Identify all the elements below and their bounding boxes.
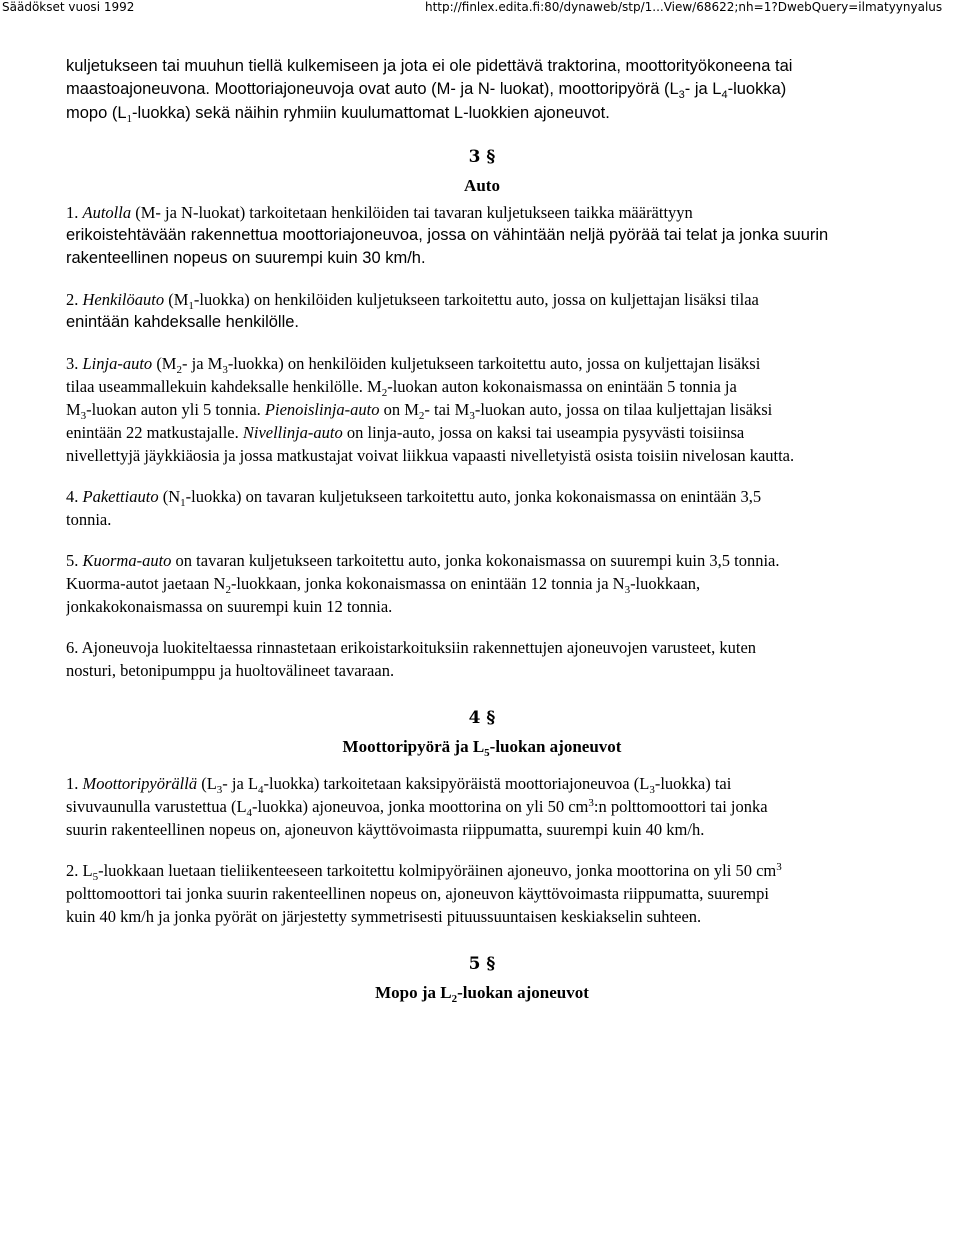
s3-p5-line-1: 5. Kuorma-auto on tavaran kuljetukseen tarkoitettu auto, jonka kokonaismassa on suurempi kuin 3,5 tonnia. — [66, 551, 780, 570]
section-3-number: 3 § — [468, 147, 496, 167]
s3-p6-line-2: nosturi, betonipumppu ja huoltovälineet tavaraan. — [66, 661, 395, 680]
section-3-title: Auto — [464, 176, 500, 195]
header-url: http://finlex.edita.fi:80/dynaweb/stp/1...View/68622;nh=1?DwebQuery=ilmatyynyalus — [425, 0, 943, 14]
s3-p4-line-1: 4. Pakettiauto $(N_1-luokka)$ on tavaran kuljetukseen tarkoitettu auto, jonka kokonaismassa on enintään 3,5 — [66, 487, 762, 509]
s3-p3-line-1: 3. Linja-auto ($M_2-$ ja $M_3-luokka$) on henkilöiden kuljetukseen tarkoitettu auto, jossa on kuljettajan lisäksi — [66, 354, 761, 376]
section-4-title: Moottoripyörä ja $L_5$-luokan ajoneuvot — [342, 737, 622, 759]
s3-p1-line-3: rakenteellinen nopeus on suurempi kuin 30 km/h. — [66, 249, 426, 267]
s3-p1-line-1: 1. Autolla (M- ja N-luokat) tarkoitetaan henkilöiden tai tavaran kuljetukseen taikka määrättyyn — [66, 203, 693, 222]
s3-p3-line-3: $M_3$-luokan auton yli 5 tonnia. Pienoislinja-auto on $M_2-$ tai $M_3$-luokan auto, jossa on tilaa kuljettajan lisäksi — [66, 400, 773, 422]
s4-p1-line-3: suurin rakenteellinen nopeus on, ajoneuvon käyttövoimasta riippumatta, suurempi kuin 40 km/h. — [66, 820, 705, 839]
s3-p3-line-2: tilaa useammallekuin kahdeksalle henkilölle. $M_2$-luokan auton kokonaismassa on enintään 5 tonnia ja — [66, 377, 737, 399]
s4-p2-line-1: 2. $L_5$-luokkaan luetaan tieliikenteeseen tarkoitettu kolmipyöräinen ajoneuvo, jonka moottorina on yli 50 $cm^3$ — [66, 861, 782, 883]
s4-p2-line-3: kuin 40 km/h ja jonka pyörät on järjestetty symmetrisesti pituussuuntaisen keskiakselin suhteen. — [66, 907, 702, 926]
section-5-number: 5 § — [468, 954, 496, 974]
section-5-title: Mopo ja $L_2$-luokan ajoneuvot — [375, 983, 589, 1005]
browser-print-header — [0, 0, 960, 18]
s3-p4-line-2: tonnia. — [66, 510, 112, 529]
s3-p5-line-2: Kuorma-autot jaetaan $N_2$-luokkaan, jonka kokonaismassa on enintään 12 tonnia ja $N_3$-luokkaan, — [66, 574, 701, 596]
s3-p3-line-5: nivellettyjä jäykkiäosia ja jossa matkustajat voivat liikkua vapaasti nivelletyistä osista toisiin nivelosan kautta. — [66, 446, 795, 465]
header-title: Säädökset vuosi 1992 — [2, 0, 135, 14]
s3-p2-line-1: 2. Henkilöauto $(M_1-luokka)$ on henkilöiden kuljetukseen tarkoitettu auto, jossa on kuljettajan lisäksi tilaa — [66, 290, 759, 312]
intro-line-1: kuljetukseen tai muuhun tiellä kulkemiseen ja jota ei ole pidettävä traktorina, moottorityökoneena tai — [66, 57, 793, 75]
s3-p3-line-4: enintään 22 matkustajalle. Nivellinja-auto on linja-auto, jossa on kaksi tai useampia pysyvästi toisiinsa — [66, 423, 745, 442]
document-body — [66, 55, 898, 1008]
s3-p1-line-2: erikoistehtävään rakennettua moottoriajoneuvoa, jossa on vähintään neljä pyörää tai telat ja jonka suurin — [66, 226, 829, 244]
s4-p1-line-2: sivuvaunulla varustettua $(L_4-luokka)$ ajoneuvoa, jonka moottorina on yli 50 $cm^3:n$ polttomoottori tai jonka — [66, 797, 768, 819]
intro-line-3: mopo $(L_1-luokka)$ sekä näihin ryhmiin kuulumattomat L-luokkien ajoneuvot. — [66, 104, 610, 125]
s3-p5-line-3: jonkakokonaismassa on suurempi kuin 12 tonnia. — [66, 597, 393, 616]
s4-p1-line-1: 1. Moottoripyörällä ($L_3-$ ja $L_4-luokka$) tarkoitetaan kaksipyöräistä moottoriajoneuvoa $(L_3-luokka)$ tai — [66, 774, 732, 796]
section-4-number: 4 § — [468, 708, 496, 728]
s3-p6-line-1: 6. Ajoneuvoja luokiteltaessa rinnastetaan erikoistarkoituksiin rakennettujen ajoneuvojen varusteet, kuten — [66, 638, 757, 657]
s4-p2-line-2: polttomoottori tai jonka suurin rakenteellinen nopeus on, ajoneuvon käyttövoimasta riippumatta, suurempi — [66, 884, 769, 903]
s3-p2-line-2: enintään kahdeksalle henkilölle. — [66, 313, 299, 331]
intro-line-2: maastoajoneuvona. Moottoriajoneuvoja ovat auto (M- ja N- luokat), moottoripyörä ($L_3-$ ja $L_4-luokka$) — [66, 80, 787, 101]
